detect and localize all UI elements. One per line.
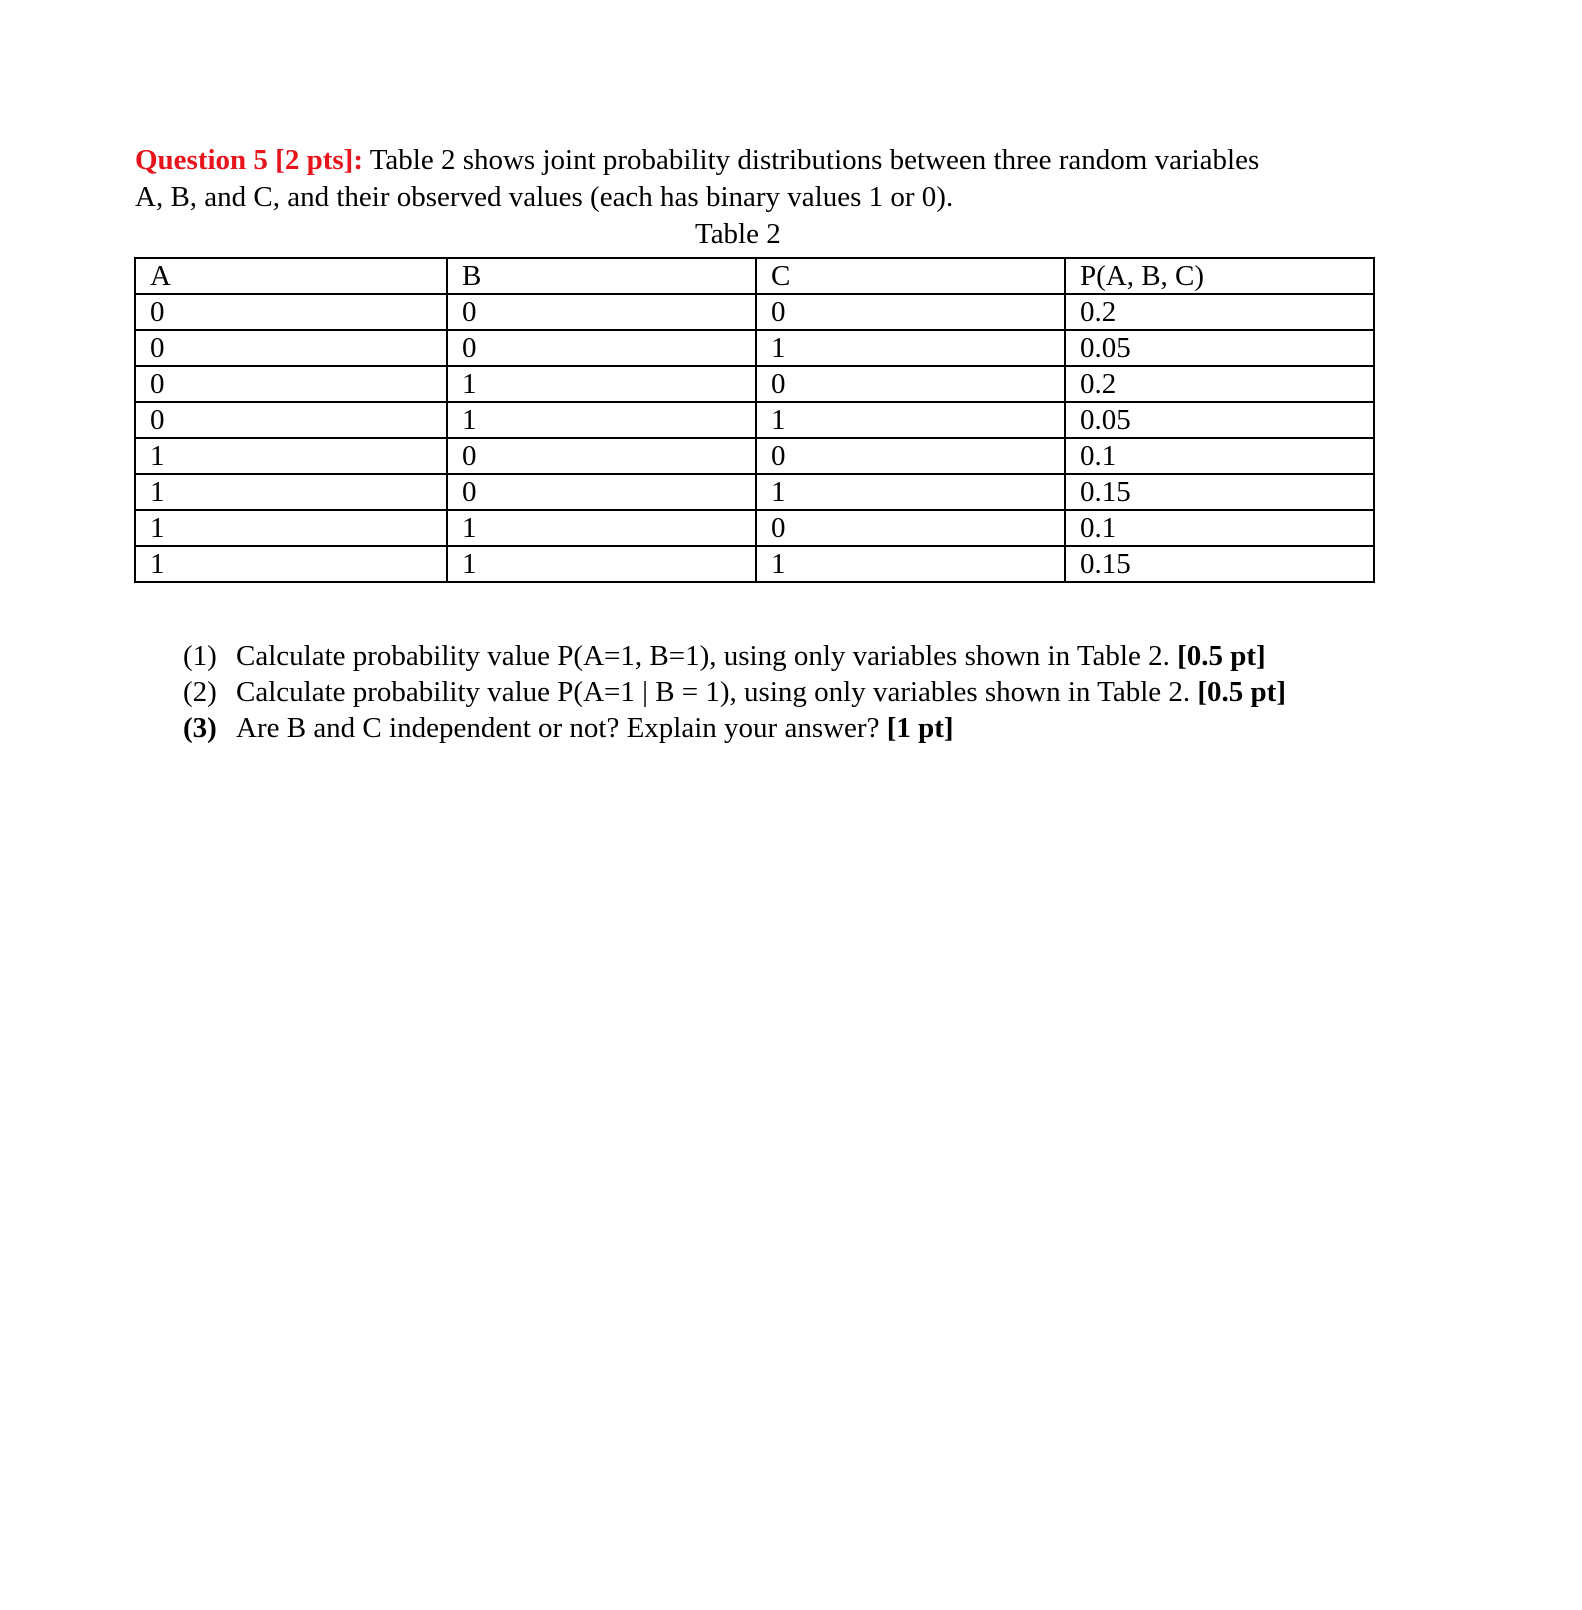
cell-a: 0 (135, 402, 447, 438)
subquestion-number: (3) (183, 712, 217, 744)
cell-c: 1 (756, 474, 1065, 510)
probability-table (134, 257, 1375, 583)
header-a: A (135, 258, 447, 294)
subquestion-number: (2) (183, 676, 217, 708)
subquestion-text (236, 638, 1363, 674)
table-caption: Table 2 (695, 218, 781, 250)
subquestion-list (183, 638, 1363, 746)
cell-b: 0 (447, 294, 756, 330)
table-row (135, 474, 1374, 510)
table-row (135, 510, 1374, 546)
table-row (135, 366, 1374, 402)
subquestion-text (236, 710, 1363, 746)
cell-probability: 0.1 (1065, 510, 1374, 546)
cell-probability: 0.2 (1065, 366, 1374, 402)
cell-a: 1 (135, 474, 447, 510)
subquestion-2 (183, 674, 1363, 710)
intro-line-2: A, B, and C, and their observed values (each has binary values 1 or 0). (135, 181, 954, 213)
cell-b: 1 (447, 366, 756, 402)
header-c: C (756, 258, 1065, 294)
table-row (135, 402, 1374, 438)
subquestion-points: [1 pt] (886, 712, 954, 744)
table-header-row (135, 258, 1374, 294)
cell-b: 0 (447, 474, 756, 510)
question-label: Question 5 [2 pts]: (135, 144, 363, 176)
cell-probability: 0.2 (1065, 294, 1374, 330)
cell-probability: 0.05 (1065, 330, 1374, 366)
table-row (135, 294, 1374, 330)
cell-a: 1 (135, 546, 447, 582)
cell-b: 0 (447, 438, 756, 474)
subquestion-text (236, 674, 1363, 710)
question-intro (135, 142, 1375, 216)
header-probability: P(A, B, C) (1065, 258, 1374, 294)
subquestion-body: Calculate probability value P(A=1 | B = 1), using only variables shown in Table 2. (236, 676, 1198, 708)
cell-c: 1 (756, 546, 1065, 582)
table-row (135, 438, 1374, 474)
cell-a: 1 (135, 438, 447, 474)
cell-b: 0 (447, 330, 756, 366)
cell-a: 0 (135, 330, 447, 366)
cell-probability: 0.15 (1065, 546, 1374, 582)
subquestion-points: [0.5 pt] (1177, 640, 1266, 672)
header-b: B (447, 258, 756, 294)
subquestion-body: Are B and C independent or not? Explain your answer? (236, 712, 887, 744)
cell-probability: 0.1 (1065, 438, 1374, 474)
cell-c: 0 (756, 366, 1065, 402)
cell-b: 1 (447, 402, 756, 438)
cell-c: 1 (756, 330, 1065, 366)
question-block (135, 142, 1375, 251)
subquestion-3 (183, 710, 1363, 746)
cell-c: 0 (756, 294, 1065, 330)
intro-line-1: Table 2 shows joint probability distributions between three random variables (369, 144, 1260, 176)
cell-a: 1 (135, 510, 447, 546)
subquestion-body: Calculate probability value P(A=1, B=1), using only variables shown in Table 2. (236, 640, 1178, 672)
subquestion-points: [0.5 pt] (1197, 676, 1286, 708)
table-row (135, 330, 1374, 366)
cell-a: 0 (135, 294, 447, 330)
cell-a: 0 (135, 366, 447, 402)
subquestion-1 (183, 638, 1363, 674)
cell-b: 1 (447, 510, 756, 546)
subquestion-number: (1) (183, 640, 217, 672)
cell-c: 0 (756, 510, 1065, 546)
cell-c: 1 (756, 402, 1065, 438)
cell-probability: 0.15 (1065, 474, 1374, 510)
cell-probability: 0.05 (1065, 402, 1374, 438)
table-row (135, 546, 1374, 582)
cell-b: 1 (447, 546, 756, 582)
cell-c: 0 (756, 438, 1065, 474)
